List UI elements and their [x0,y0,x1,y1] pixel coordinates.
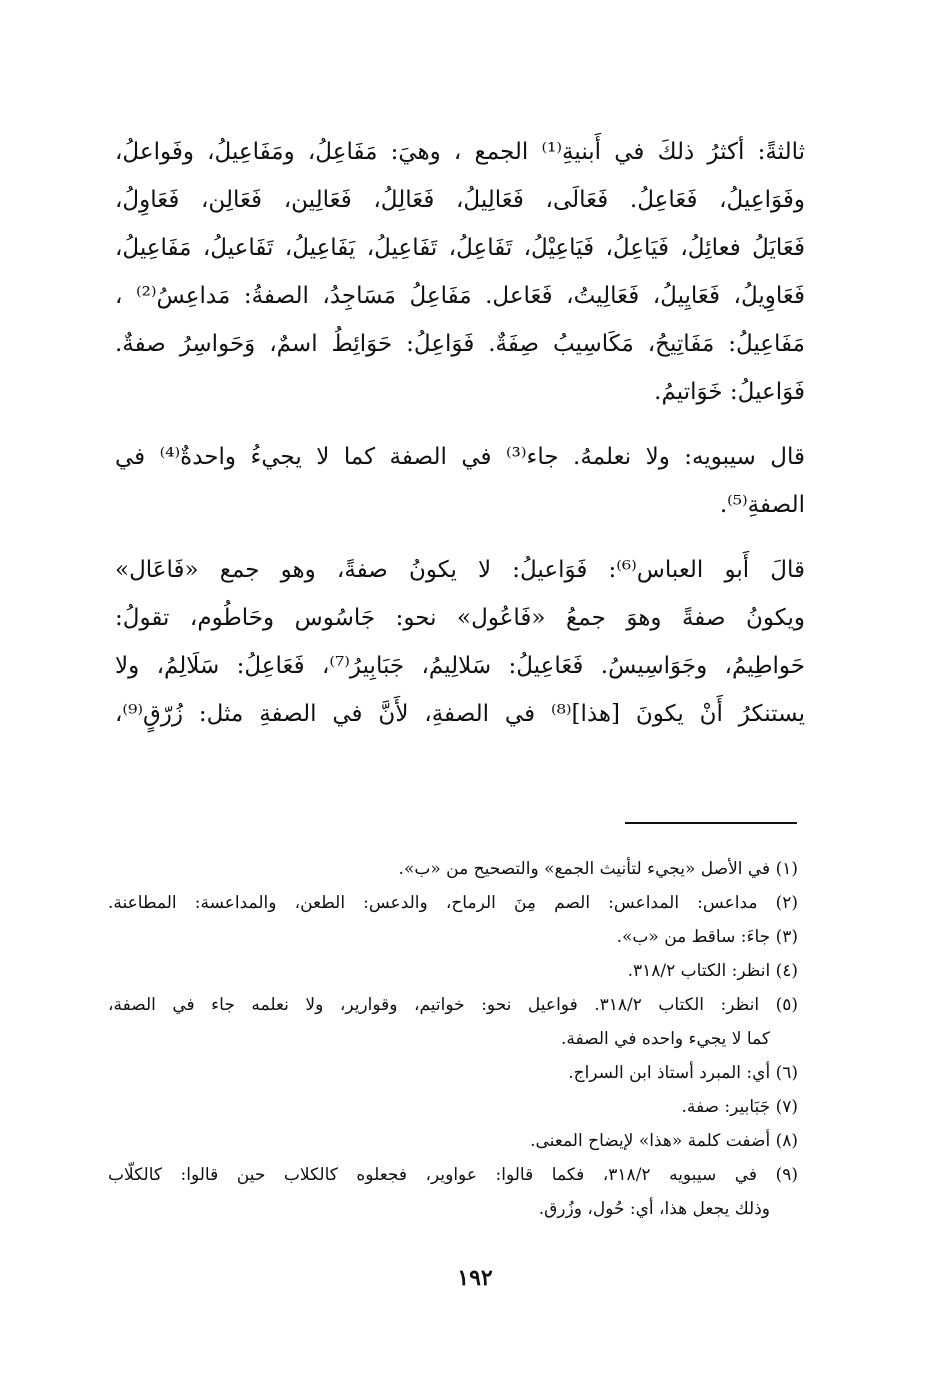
text-line: فَوَاعيلُ: خَوَاتيمُ. [654,379,805,405]
text-line: مَفَاعِيلُ: مَفَاتِيحُ، مَكَاسِيبُ صِفَةٌ. فَوَاعِلُ: حَوَائِطُ اسمٌ، وَحَواسِرُ صفةٌ. [115,331,805,357]
footnote-4: (٤) انظر: الكتاب ٣١٨/٢. [627,961,798,981]
footnote-6: (٦) أي: المبرد أستاذ ابن السراج. [568,1063,798,1083]
footnote-separator [625,822,797,824]
paragraph-1 [115,128,805,416]
text-line: ويكونُ صفةً وهوَ جمعُ «فَاعُول» نحو: جَاسُوس وحَاطُوم، تقولُ: [115,605,805,631]
text-line: قال سيبويه: ولا نعلمهُ. جاء⁽³⁾ في الصفة كما لا يجيءُ واحدةٌ⁽⁴⁾ في [115,444,805,470]
text-line: يستنكرُ أَنْ يكونَ [هذا]⁽⁸⁾ في الصفةِ، لأَنَّ في الصفةِ مثل: زُرّقٍ⁽⁹⁾، [115,701,806,727]
text-line: فَعَاوِيلُ، فَعَايِيلُ، فَعَالِيتُ، فَعَاعل. مَفَاعِلُ مَسَاجِدُ، الصفةُ: مَداعِسُ⁽²⁾ ، [115,283,805,309]
paragraph-3 [115,546,805,738]
page-number: ١٩٢ [457,1265,493,1291]
text-line: قالَ أَبو العباس⁽⁶⁾: فَوَاعيلُ: لا يكونُ صفةً، وهو جمع «فَاعَال» [115,557,805,583]
paragraph-2 [115,433,805,529]
main-text [115,128,805,738]
text-line: الصفةِ⁽⁵⁾. [719,492,805,518]
text-line: وفَوَاعِيلُ، فَعَاعِلُ. فَعَالَى، فَعَالِيلُ، فَعَالِلُ، فَعَالِين، فَعَالِن، فَعَاوِلُ، [115,187,805,213]
text-line: فَعَايَلُ فعائِلُ، فَيَاعِلُ، فَيَاعِيْلُ، تَفَاعِلُ، تَفَاعِيلُ، يَفَاعِيلُ، تَفَاعيلُ، مَفَاعِيلُ، [115,235,805,261]
footnote-9-continuation: وذلك يجعل هذا، أي: حُول، وزُرق. [538,1199,770,1219]
footnote-2: (٢) مداعس: المداعس: الصم مِنَ الرماح، والدعس: الطعن، والمداعسة: المطاعنة. [108,893,798,913]
text-line: حَواطِيمُ، وجَوَاسِيسُ. فَعَاعِيلُ: سَلالِيمُ، جَبَابِيرُ⁽⁷⁾، فَعَاعِلُ: سَلَالِمُ، ولا [115,653,806,679]
footnote-8: (٨) أضفت كلمة «هذا» لإيضاح المعنى. [530,1131,798,1151]
footnote-5: (٥) انظر: الكتاب ٣١٨/٢. فواعيل نحو: خواتيم، وقوارير، ولا نعلمه جاء في الصفة، [108,995,798,1015]
footnote-3: (٣) جاءَ: ساقط من «ب». [616,927,798,947]
footnote-5-continuation: كما لا يجيء واحده في الصفة. [560,1029,770,1049]
footnote-9: (٩) في سيبويه ٣١٨/٢، فكما قالوا: عواوير، فجعلوه كالكلاب حين قالوا: كالكلّاب [108,1165,798,1185]
footnote-7: (٧) جَبَابير: صفة. [681,1097,798,1117]
text-line: ثالثةً: أكثرُ ذلكَ في أَبنيةِ⁽¹⁾ الجمع ، وهيَ: مَفَاعِلُ، ومَفَاعِيلُ، وفَواعلُ، [115,139,806,165]
footnotes [108,852,798,1226]
footnote-1: (١) في الأصل «يجيء لتأنيث الجمع» والتصحيح من «ب». [398,859,798,879]
